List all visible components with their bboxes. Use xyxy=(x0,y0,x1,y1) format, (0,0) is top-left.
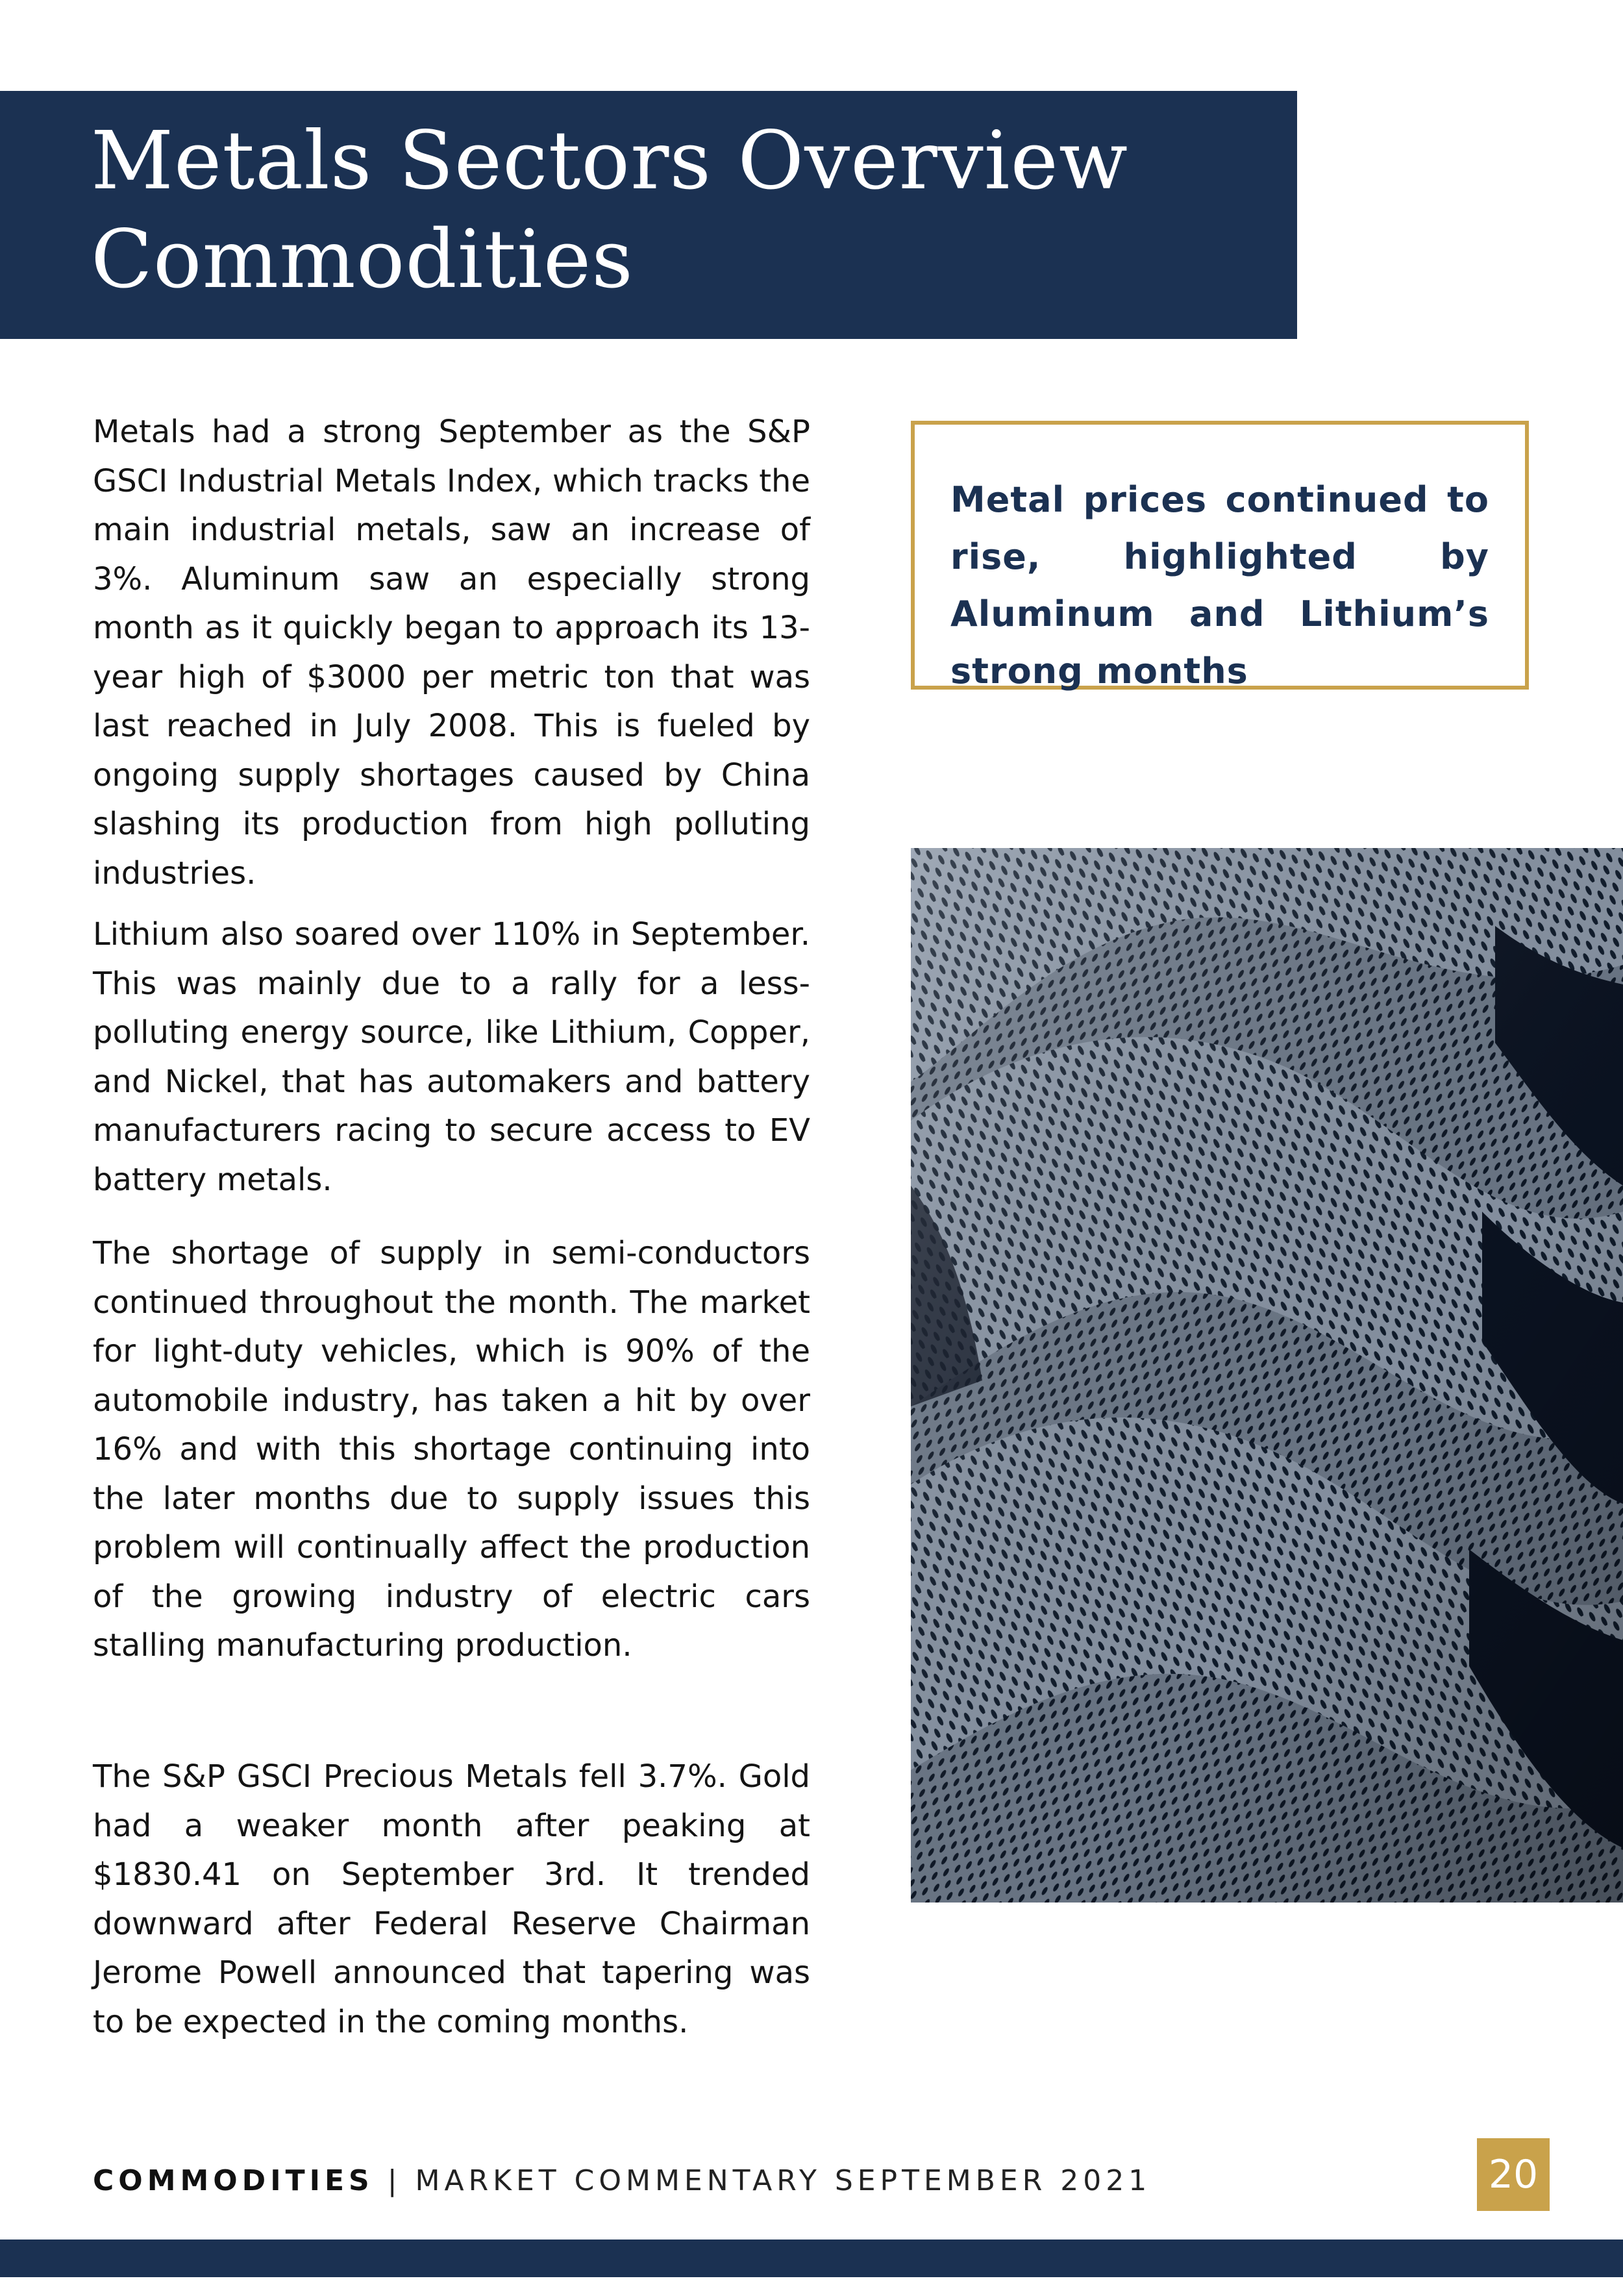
body-paragraph: The S&P GSCI Precious Metals fell 3.7%. Gold had a weaker month after peaking at $1830.41 on September 3rd. It trended downward after Federal Reserve Chairman Jerome Powell announced that tapering was to be expected in the coming months. xyxy=(93,1758,810,2040)
footer-separator: | xyxy=(373,2164,415,2197)
footer-label xyxy=(93,2164,1151,2197)
perforated-metal-photo xyxy=(911,848,1623,1903)
body-paragraph-2-block xyxy=(93,910,810,1204)
body-paragraph: Metals had a strong September as the S&P GSCI Industrial Metals Index, which tracks the main industrial metals, saw an increase of 3%. Aluminum saw an especially strong month as it quickly began to approach its 13-year high of $3000 per metric ton that was last reached in July 2008. This is fueled by ongoing supply shortages caused by China slashing its production from high polluting industries. xyxy=(93,414,810,892)
body-paragraph-3-block xyxy=(93,1229,810,1671)
body-paragraph: Lithium also soared over 110% in September. This was mainly due to a rally for a less-polluting energy source, like Lithium, Copper, and Nickel, that has automakers and battery manufacturers racing to secure access to EV battery metals. xyxy=(93,916,810,1198)
page-number-badge xyxy=(1477,2138,1550,2211)
page-title-line-2: Commodities xyxy=(91,213,634,306)
footer-section: COMMODITIES xyxy=(93,2164,374,2197)
pull-quote-box xyxy=(911,421,1529,690)
body-paragraph-4-block xyxy=(93,1753,810,2047)
page-title xyxy=(91,112,1272,309)
pull-quote-text: Metal prices continued to rise, highlighted by Aluminum and Lithium’s strong months xyxy=(950,479,1489,692)
page-title-line-1: Metals Sectors Overview xyxy=(91,114,1129,208)
perforated-metal-illustration xyxy=(911,848,1623,1903)
bottom-bar xyxy=(0,2240,1623,2277)
body-paragraph-1-block xyxy=(93,408,810,898)
footer-publication: MARKET COMMENTARY SEPTEMBER 2021 xyxy=(415,2164,1152,2197)
body-paragraph: The shortage of supply in semi-conductors continued throughout the month. The market for light-duty vehicles, which is 90% of the automobile industry, has taken a hit by over 16% and with this shortage continuing into the later months due to supply issues this problem will continually affect the production of the growing industry of electric cars stalling manufacturing production. xyxy=(93,1235,810,1664)
page-number: 20 xyxy=(1488,2152,1539,2197)
